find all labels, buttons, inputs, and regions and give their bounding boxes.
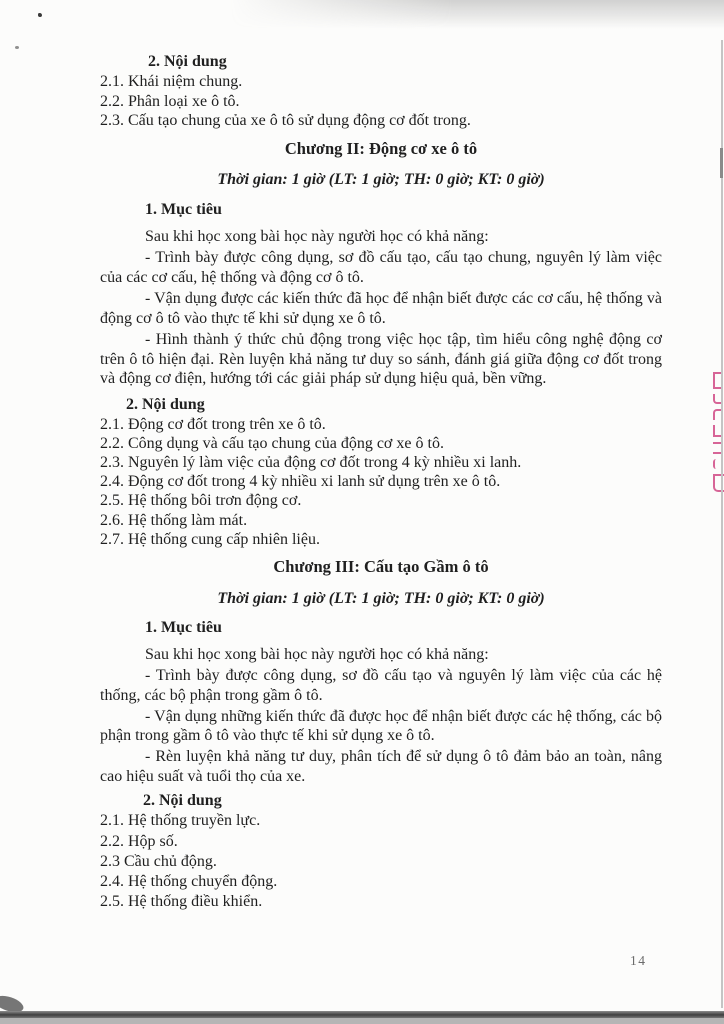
list-item: 2.3. Nguyên lý làm việc của động cơ đốt trong 4 kỳ nhiều xi lanh.	[100, 453, 522, 471]
section-content-heading: 2. Nội dung	[148, 53, 227, 70]
list-item: 2.3. Cấu tạo chung của xe ô tô sử dụng động cơ đốt trong.	[100, 112, 471, 129]
list-item: 2.2. Phân loại xe ô tô.	[100, 92, 240, 110]
list-item: 2.1. Động cơ đốt trong trên xe ô tô.	[100, 415, 326, 433]
page-number: 14	[630, 953, 647, 968]
scan-speck	[15, 46, 19, 49]
scan-right-edge-line	[721, 40, 723, 1008]
list-item: 2.3 Cầu chủ động.	[100, 852, 217, 870]
scan-bottom-edge-line	[0, 1011, 724, 1018]
objectives-heading: 1. Mục tiêu	[145, 618, 222, 636]
objective-paragraph: - Vận dụng được các kiến thức đã học để nhận biết được các cơ cấu, hệ thống và động cơ ô tô vào thực tế khi sử dụng xe ô tô.	[100, 290, 662, 327]
document-text-column	[100, 52, 662, 913]
content-list	[100, 811, 662, 912]
chapter-duration: Thời gian: 1 giờ (LT: 1 giờ; TH: 0 giờ; KT: 0 giờ)	[217, 589, 545, 607]
objective-paragraph: - Trình bày được công dụng, sơ đồ cấu tạo, cấu tạo chung, nguyên lý làm việc của các cơ cấu, hệ thống và động cơ ô tô.	[100, 249, 662, 286]
objective-paragraph: - Vận dụng những kiến thức đã được học để nhận biết được các hệ thống, các bộ phận trong gầm ô tô vào thực tế khi sử dụng xe ô tô.	[100, 707, 662, 745]
section-content-heading: 2. Nội dung	[143, 792, 222, 810]
content-list	[100, 415, 662, 549]
list-item: 2.2. Công dụng và cấu tạo chung của động cơ xe ô tô.	[100, 434, 444, 452]
list-item: 2.7. Hệ thống cung cấp nhiên liệu.	[100, 530, 320, 548]
scan-speck	[38, 13, 42, 17]
objective-paragraph: - Rèn luyện khả năng tư duy, phân tích để sử dụng ô tô đảm bảo an toàn, nâng cao hiệu suất và tuổi thọ của xe.	[100, 748, 662, 785]
scan-top-shadow	[230, 0, 724, 34]
list-item: 2.4. Động cơ đốt trong 4 kỳ nhiều xi lanh sử dụng trên xe ô tô.	[100, 473, 501, 491]
list-item: 2.1. Hệ thống truyền lực.	[100, 812, 261, 830]
list-item: 2.4. Hệ thống chuyển động.	[100, 873, 278, 891]
list-item: 2.1. Khái niệm chung.	[100, 73, 243, 90]
list-item: 2.5. Hệ thống điều khiển.	[100, 893, 263, 911]
chapter-duration: Thời gian: 1 giờ (LT: 1 giờ; TH: 0 giờ; KT: 0 giờ)	[217, 170, 545, 188]
objective-paragraph: - Trình bày được công dụng, sơ đồ cấu tạo và nguyên lý làm việc của các hệ thống, các bộ phận trong gầm ô tô.	[100, 667, 662, 704]
objective-paragraph: - Hình thành ý thức chủ động trong việc học tập, tìm hiểu công nghệ động cơ trên ô tô hiện đại. Rèn luyện khả năng tư duy so sánh, đánh giá giữa động cơ đốt trong và động cơ điện, hướng tới các giải pháp sử dụng hiệu quả, bền vững.	[100, 331, 662, 387]
pen-mark	[713, 442, 721, 454]
list-item: 2.5. Hệ thống bôi trơn động cơ.	[100, 492, 302, 510]
scan-right-edge-dark-segment	[720, 148, 723, 178]
list-item: 2.6. Hệ thống làm mát.	[100, 511, 248, 529]
section-content-heading: 2. Nội dung	[126, 395, 205, 413]
scan-bottom-edge-fill	[0, 1018, 724, 1024]
chapter-title: Chương II: Động cơ xe ô tô	[284, 138, 478, 158]
content-list	[100, 72, 662, 131]
list-item: 2.2. Hộp số.	[100, 832, 178, 850]
objectives-intro: Sau khi học xong bài học này người học có khả năng:	[145, 227, 489, 245]
objectives-intro: Sau khi học xong bài học này người học có khả năng:	[145, 645, 489, 663]
objectives-heading: 1. Mục tiêu	[145, 200, 222, 218]
chapter-title: Chương III: Cấu tạo Gầm ô tô	[273, 556, 489, 576]
